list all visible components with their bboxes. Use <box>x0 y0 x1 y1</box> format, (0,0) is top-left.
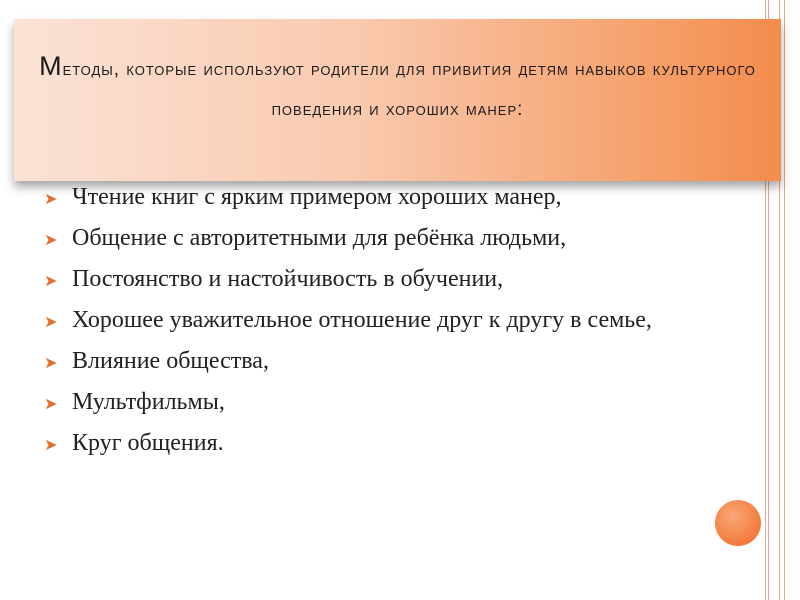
slide-title <box>14 46 781 130</box>
bullet-arrow-icon: ➤ <box>44 312 58 331</box>
list-item <box>40 387 680 417</box>
bullet-arrow-icon: ➤ <box>44 271 58 290</box>
bullet-arrow-icon: ➤ <box>44 230 58 249</box>
bullet-arrow-icon: ➤ <box>44 394 58 413</box>
list-item <box>40 428 680 458</box>
bullet-text: Круг общения. <box>72 430 224 456</box>
title-text: етоды, которые используют родители для привития детям навыков культурного поведения и хороших манер: <box>62 59 756 120</box>
bullet-text: Хорошее уважительное отношение друг к другу в семье, <box>72 307 652 333</box>
bullet-text: Влияние общества, <box>72 348 269 374</box>
list-item <box>40 264 680 294</box>
list-item <box>40 305 680 335</box>
list-item <box>40 223 680 253</box>
bullet-arrow-icon: ➤ <box>44 189 58 208</box>
bullet-text: Мультфильмы, <box>72 389 225 415</box>
decorative-orange-circle <box>715 500 761 546</box>
bullet-arrow-icon: ➤ <box>44 435 58 454</box>
bullet-text: Постоянство и настойчивость в обучении, <box>72 266 504 292</box>
bullet-arrow-icon: ➤ <box>44 353 58 372</box>
bullet-list <box>40 182 680 469</box>
title-first-letter: М <box>39 51 63 81</box>
bullet-text: Общение с авторитетными для ребёнка людьми, <box>72 225 567 251</box>
list-item <box>40 346 680 376</box>
bullet-text: Чтение книг с ярким примером хороших манер, <box>72 184 562 210</box>
list-item <box>40 182 680 212</box>
